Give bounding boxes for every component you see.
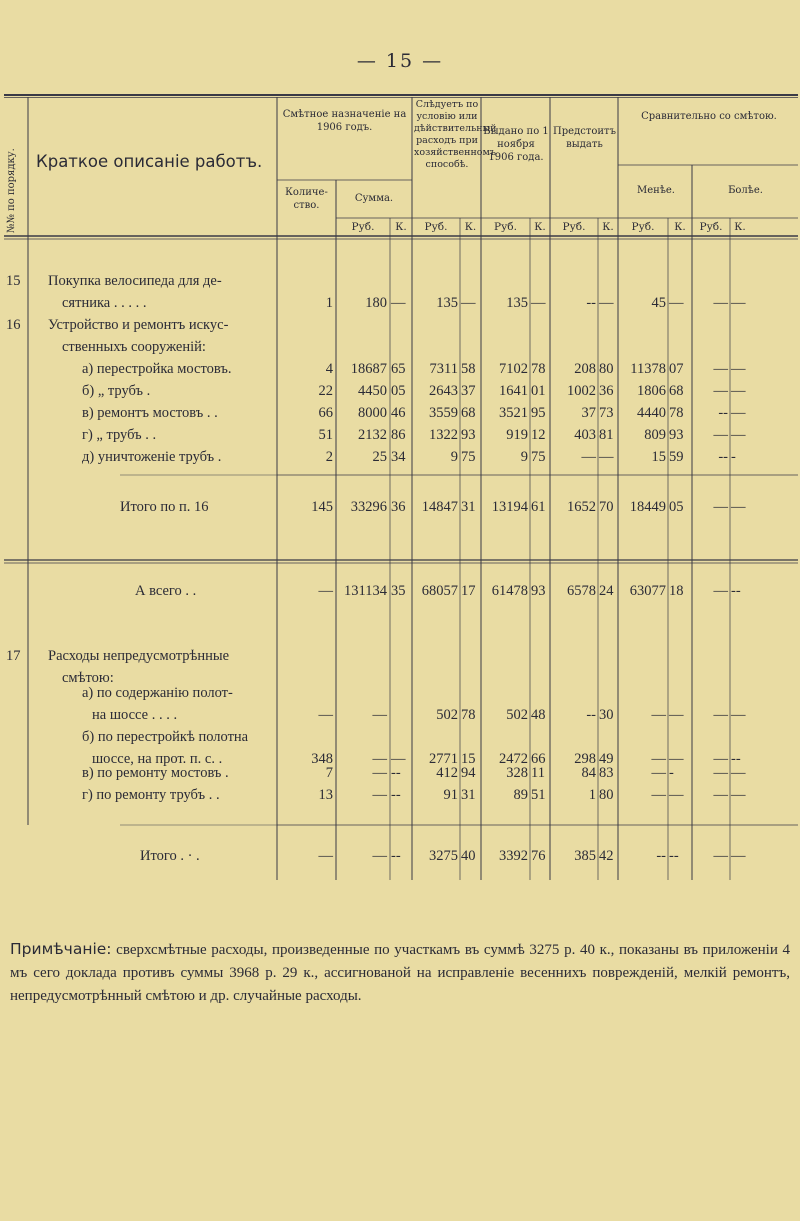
cell-iss-k: 48 bbox=[531, 707, 546, 723]
cell-iss-k: 66 bbox=[531, 751, 546, 767]
cell-sum-k: 86 bbox=[391, 427, 406, 443]
cell-qty: — bbox=[318, 583, 333, 599]
cell-iss-k: 11 bbox=[531, 765, 545, 781]
cell-fol-k: 40 bbox=[461, 848, 476, 864]
cell-less-k: — bbox=[669, 295, 684, 311]
cell-sum-k: 65 bbox=[391, 361, 406, 377]
unit-kop: К. bbox=[395, 221, 407, 233]
cell-more-r: — bbox=[713, 751, 728, 767]
cell-more-r: — bbox=[713, 383, 728, 399]
cell-qty: 13 bbox=[318, 787, 333, 803]
header-smeta-qty: Количе-ство. bbox=[285, 187, 328, 211]
row-description-line: а) по содержанію полот- bbox=[82, 685, 233, 701]
cell-fol-k: 17 bbox=[461, 583, 476, 599]
cell-less-r: -- bbox=[656, 848, 666, 864]
cell-qty: 51 bbox=[318, 427, 333, 443]
row-description-line: г) „ трубъ . . bbox=[82, 427, 157, 443]
cell-sum-r: 2132 bbox=[358, 427, 387, 443]
cell-rem-r: -- bbox=[586, 295, 596, 311]
cell-sum-r: 8000 bbox=[358, 405, 387, 421]
cell-fol-r: 3559 bbox=[429, 405, 458, 421]
cell-sum-r: 25 bbox=[372, 449, 387, 465]
cell-iss-k: 01 bbox=[531, 383, 546, 399]
cell-rem-r: 1 bbox=[588, 787, 596, 803]
cell-fol-k: 78 bbox=[461, 707, 476, 723]
cell-rem-r: 84 bbox=[581, 765, 596, 781]
cell-less-k: -- bbox=[669, 848, 679, 864]
cell-more-k: — bbox=[731, 383, 746, 399]
cell-more-k: — bbox=[731, 787, 746, 803]
cell-less-r: 15 bbox=[651, 449, 666, 465]
unit-rub: Руб. bbox=[562, 221, 586, 233]
cell-more-r: — bbox=[713, 848, 728, 864]
cell-iss-k: 75 bbox=[531, 449, 546, 465]
row-description-line: Устройство и ремонтъ искус- bbox=[48, 317, 229, 333]
cell-iss-k: — bbox=[531, 295, 546, 311]
row-number: 17 bbox=[6, 648, 21, 664]
cell-sum-r: — bbox=[372, 787, 387, 803]
cell-sum-r: 4450 bbox=[358, 383, 387, 399]
unit-rub: Руб. bbox=[351, 221, 375, 233]
cell-iss-r: 3392 bbox=[499, 848, 528, 864]
cell-fol-k: 31 bbox=[461, 787, 476, 803]
header-smeta-sum: Сумма. bbox=[354, 193, 394, 204]
cell-less-k: — bbox=[669, 707, 684, 723]
unit-rub: Руб. bbox=[631, 221, 655, 233]
cell-rem-k: 30 bbox=[599, 707, 614, 723]
cell-sum-r: 180 bbox=[365, 295, 387, 311]
cell-sum-r: — bbox=[372, 751, 387, 767]
total-label: А всего . . bbox=[135, 583, 197, 599]
cell-qty: 4 bbox=[325, 361, 333, 377]
cell-qty: 66 bbox=[318, 405, 333, 421]
cell-sum-k: 05 bbox=[391, 383, 406, 399]
unit-kop: К. bbox=[734, 221, 746, 233]
cell-less-r: 809 bbox=[644, 427, 666, 443]
cell-fol-r: 91 bbox=[443, 787, 458, 803]
cell-rem-k: 36 bbox=[599, 383, 614, 399]
cell-fol-k: 58 bbox=[461, 361, 476, 377]
cell-rem-r: 1652 bbox=[567, 499, 596, 515]
row-description-line: в) ремонтъ мостовъ . . bbox=[82, 405, 218, 421]
cell-more-k: — bbox=[731, 707, 746, 723]
cell-qty: — bbox=[318, 848, 333, 864]
row-description-line: ственныхъ сооруженій: bbox=[62, 339, 206, 355]
cell-iss-k: 76 bbox=[531, 848, 546, 864]
cell-iss-k: 12 bbox=[531, 427, 546, 443]
cell-fol-r: 9 bbox=[450, 449, 458, 465]
header-more: Болѣе. bbox=[728, 185, 763, 196]
cell-qty: 2 bbox=[325, 449, 333, 465]
cell-iss-r: 9 bbox=[520, 449, 528, 465]
cell-more-r: — bbox=[713, 499, 728, 515]
cell-fol-r: 68057 bbox=[421, 583, 458, 599]
unit-rub: Руб. bbox=[424, 221, 448, 233]
cell-less-r: 11378 bbox=[630, 361, 666, 377]
row-description-line: Расходы непредусмотрѣнные bbox=[48, 648, 230, 664]
cell-fol-k: 93 bbox=[461, 427, 476, 443]
cell-rem-k: 42 bbox=[599, 848, 614, 864]
cell-qty: 7 bbox=[325, 765, 333, 781]
cell-iss-r: 135 bbox=[506, 295, 528, 311]
cell-more-k: — bbox=[731, 848, 746, 864]
row-description-line: д) уничтоженіе трубъ . bbox=[82, 449, 222, 465]
cell-rem-r: 37 bbox=[581, 405, 596, 421]
cell-qty: — bbox=[318, 707, 333, 723]
cell-less-r: — bbox=[651, 707, 666, 723]
footnote-text: сверхсмѣтные расходы, произведенные по участкамъ въ суммѣ 3275 р. 40 к., показаны въ приложеніи 4 мъ сего доклада противъ суммы 3968 р. 29 к., ассигнованой на исправленіе весеннихъ поврежденій, мелкій ремонтъ, непредусмотрѣнный смѣтою и др. случайные расходы. bbox=[10, 942, 791, 1004]
cell-iss-k: 93 bbox=[531, 583, 546, 599]
cell-fol-k: 15 bbox=[461, 751, 476, 767]
cell-iss-r: 1641 bbox=[499, 383, 528, 399]
cell-less-r: — bbox=[651, 751, 666, 767]
cell-qty: 22 bbox=[318, 383, 333, 399]
cell-less-k: — bbox=[669, 751, 684, 767]
cell-more-k: — bbox=[731, 765, 746, 781]
cell-iss-k: 95 bbox=[531, 405, 546, 421]
cell-less-r: — bbox=[651, 765, 666, 781]
cell-rem-r: 298 bbox=[574, 751, 596, 767]
header-compare: Сравнительно со смѣтою. bbox=[641, 111, 777, 122]
cell-fol-r: 135 bbox=[436, 295, 458, 311]
cell-fol-k: 31 bbox=[461, 499, 476, 515]
cell-fol-k: 37 bbox=[461, 383, 476, 399]
cell-fol-r: 14847 bbox=[421, 499, 458, 515]
cell-more-r: — bbox=[713, 765, 728, 781]
cell-fol-r: 502 bbox=[436, 707, 458, 723]
footnote-label: Примѣчаніе: bbox=[10, 940, 112, 958]
cell-more-r: — bbox=[713, 361, 728, 377]
cell-rem-r: 1002 bbox=[567, 383, 596, 399]
cell-sum-k: -- bbox=[391, 787, 401, 803]
cell-less-r: 18449 bbox=[629, 499, 666, 515]
cell-rem-k: 73 bbox=[599, 405, 614, 421]
cell-rem-k: 81 bbox=[599, 427, 614, 443]
cell-fol-r: 2771 bbox=[429, 751, 458, 767]
cell-sum-r: 18687 bbox=[350, 361, 387, 377]
cell-fol-r: 7311 bbox=[429, 361, 458, 377]
cell-fol-k: 68 bbox=[461, 405, 476, 421]
unit-kop: К. bbox=[674, 221, 686, 233]
header-remaining: Предстоитъ выдать bbox=[553, 126, 616, 150]
cell-iss-r: 7102 bbox=[499, 361, 528, 377]
row-description-line: б) по перестройкѣ полотна bbox=[82, 729, 249, 745]
cell-iss-r: 13194 bbox=[491, 499, 528, 515]
cell-sum-k: — bbox=[391, 751, 406, 767]
cell-less-r: — bbox=[651, 787, 666, 803]
row-description-line: сятника . . . . . bbox=[62, 295, 147, 311]
cell-fol-k: — bbox=[461, 295, 476, 311]
cell-rem-k: 83 bbox=[599, 765, 614, 781]
cell-more-k: - bbox=[731, 449, 736, 465]
cell-less-r: 4440 bbox=[637, 405, 666, 421]
cell-sum-k: 36 bbox=[391, 499, 406, 515]
row-description-line: а) перестройка мостовъ. bbox=[82, 361, 232, 377]
cell-iss-k: 51 bbox=[531, 787, 546, 803]
cell-iss-k: 78 bbox=[531, 361, 546, 377]
cell-sum-r: 33296 bbox=[350, 499, 387, 515]
cell-iss-k: 61 bbox=[531, 499, 546, 515]
cell-rem-k: 70 bbox=[599, 499, 614, 515]
cell-more-r: — bbox=[713, 707, 728, 723]
cell-more-k: — bbox=[731, 295, 746, 311]
cell-less-r: 1806 bbox=[637, 383, 666, 399]
column-header-description: Краткое описаніе работъ. bbox=[36, 152, 263, 171]
cell-less-k: 68 bbox=[669, 383, 684, 399]
subtotal-label: Итого по п. 16 bbox=[120, 499, 209, 515]
column-header-number: №№ по порядку. bbox=[6, 148, 17, 233]
cell-more-r: — bbox=[713, 427, 728, 443]
cell-rem-r: -- bbox=[586, 707, 596, 723]
row-description-line: б) „ трубъ . bbox=[82, 383, 151, 399]
cell-rem-r: 385 bbox=[574, 848, 596, 864]
cell-rem-k: 24 bbox=[599, 583, 614, 599]
cell-qty: 348 bbox=[311, 751, 333, 767]
cell-more-k: — bbox=[731, 361, 746, 377]
row-description-line: г) по ремонту трубъ . . bbox=[82, 787, 220, 803]
cell-less-k: - bbox=[669, 765, 674, 781]
cell-rem-k: — bbox=[599, 295, 614, 311]
cell-fol-k: 75 bbox=[461, 449, 476, 465]
cell-sum-k: — bbox=[391, 295, 406, 311]
cell-rem-k: 80 bbox=[599, 787, 614, 803]
row-description-line: Покупка велосипеда для де- bbox=[48, 273, 222, 289]
cell-rem-r: — bbox=[581, 449, 596, 465]
cell-less-r: 45 bbox=[651, 295, 666, 311]
cell-more-k: -- bbox=[731, 751, 741, 767]
cell-fol-r: 2643 bbox=[429, 383, 458, 399]
cell-iss-r: 61478 bbox=[491, 583, 528, 599]
cell-iss-r: 3521 bbox=[499, 405, 528, 421]
unit-kop: К. bbox=[464, 221, 477, 233]
cell-fol-k: 94 bbox=[461, 765, 476, 781]
cell-more-k: — bbox=[731, 499, 746, 515]
unit-rub: Руб. bbox=[494, 221, 517, 233]
cell-less-r: 63077 bbox=[629, 583, 666, 599]
cell-iss-r: 328 bbox=[506, 765, 528, 781]
cell-less-k: 05 bbox=[669, 499, 684, 515]
cell-more-r: — bbox=[713, 295, 728, 311]
cell-rem-r: 403 bbox=[574, 427, 596, 443]
row-description-line: на шоссе . . . . bbox=[92, 707, 178, 723]
header-follows: Слѣдуетъ по условію или дѣйствительный расходъ при хозяйственномъ способѣ. bbox=[414, 99, 497, 170]
cell-iss-r: 502 bbox=[506, 707, 528, 723]
cell-fol-r: 3275 bbox=[429, 848, 458, 864]
cell-more-k: — bbox=[731, 405, 746, 421]
cell-qty: 145 bbox=[311, 499, 333, 515]
cell-more-k: — bbox=[731, 427, 746, 443]
cell-more-r: -- bbox=[718, 405, 728, 421]
cell-less-k: 59 bbox=[669, 449, 684, 465]
header-less: Менѣе. bbox=[637, 185, 675, 196]
cell-sum-r: — bbox=[372, 765, 387, 781]
cell-rem-k: — bbox=[599, 449, 614, 465]
subtotal-label: Итого . · . bbox=[140, 848, 200, 864]
cell-less-k: 18 bbox=[669, 583, 684, 599]
cell-iss-r: 2472 bbox=[499, 751, 528, 767]
unit-rub: Руб. bbox=[699, 221, 723, 233]
cell-sum-k: -- bbox=[391, 848, 401, 864]
cell-less-k: 07 bbox=[669, 361, 684, 377]
footnote bbox=[10, 938, 790, 1008]
row-number: 15 bbox=[6, 273, 21, 289]
cell-rem-r: 208 bbox=[574, 361, 596, 377]
cell-rem-k: 49 bbox=[599, 751, 614, 767]
cell-sum-k: -- bbox=[391, 765, 401, 781]
cell-more-r: — bbox=[713, 583, 728, 599]
header-issued: Выдано по 1 ноября 1906 года. bbox=[483, 126, 549, 163]
row-description-line: смѣтою: bbox=[62, 670, 114, 686]
cell-rem-r: 6578 bbox=[567, 583, 596, 599]
row-description-line: шоссе, на прот. п. с. . bbox=[92, 751, 223, 767]
cell-sum-k: 34 bbox=[391, 449, 406, 465]
cell-more-r: — bbox=[713, 787, 728, 803]
cell-sum-r: — bbox=[372, 707, 387, 723]
cell-sum-r: 131134 bbox=[344, 583, 387, 599]
cell-less-k: 78 bbox=[669, 405, 684, 421]
cell-qty: 1 bbox=[325, 295, 333, 311]
cell-sum-k: 35 bbox=[391, 583, 406, 599]
cell-less-k: — bbox=[669, 787, 684, 803]
cell-less-k: 93 bbox=[669, 427, 684, 443]
unit-kop: К. bbox=[534, 221, 546, 233]
cell-sum-k: 46 bbox=[391, 405, 406, 421]
cell-fol-r: 1322 bbox=[429, 427, 458, 443]
cell-sum-r: — bbox=[372, 848, 387, 864]
header-smeta-group: Смѣтное назначеніе на 1906 годъ. bbox=[282, 109, 407, 133]
cell-fol-r: 412 bbox=[436, 765, 458, 781]
row-number: 16 bbox=[6, 317, 21, 333]
cell-rem-k: 80 bbox=[599, 361, 614, 377]
page-number: — 15 — bbox=[356, 50, 444, 72]
cell-iss-r: 919 bbox=[506, 427, 528, 443]
cell-more-r: -- bbox=[718, 449, 728, 465]
cell-more-k: -- bbox=[731, 583, 741, 599]
unit-kop: К. bbox=[602, 221, 614, 233]
row-description-line: в) по ремонту мостовъ . bbox=[82, 765, 229, 781]
cell-iss-r: 89 bbox=[513, 787, 528, 803]
